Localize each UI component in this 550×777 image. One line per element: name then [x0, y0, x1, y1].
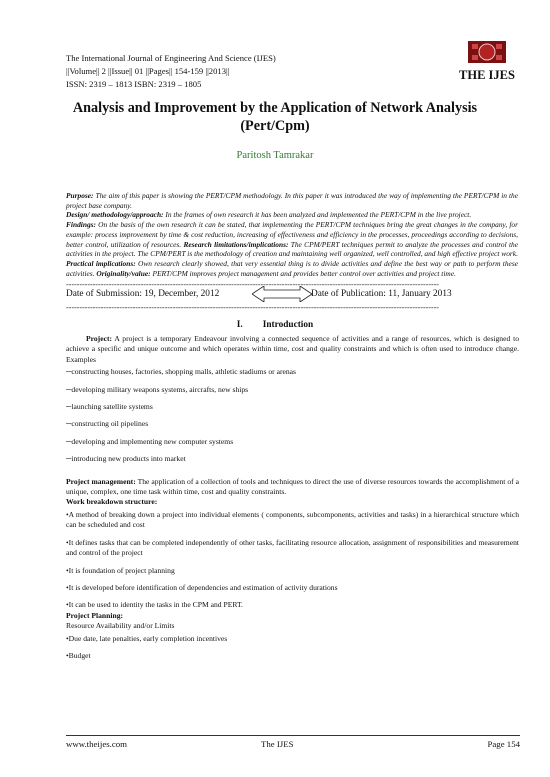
journal-issn: ISSN: 2319 – 1813 ISBN: 2319 – 1805	[66, 79, 202, 89]
intro-body	[66, 334, 519, 661]
section-number: I.	[236, 320, 243, 330]
example-item: ─constructing oil pipelines	[66, 419, 149, 429]
findings-label: Findings:	[66, 220, 96, 230]
svg-text:THE IJES: THE IJES	[459, 68, 515, 82]
findings-text: On the basis of the own research it can be stated, that implementing the PERT/CPM techniques bring the great changes in the company, for example: process improvement by time & cost reduction, increasing of effectiveness and efficiency in the processes, proceedings according to decisions, better control, utilization of resources.	[66, 220, 518, 249]
wbs-item: •It is developed before identification of dependencies and estimation of activity durations	[66, 582, 338, 592]
limits-text: The CPM/PERT techniques permit to analyze the processes and control the activities in the project. The CPM/PERT is the methodology of creation and maintaining well organized, well controlled, and high effective project work.	[66, 239, 518, 259]
example-item: ─constructing houses, factories, shopping malls, athletic stadiums or arenas	[66, 367, 296, 377]
author-name: Paritosh Tamrakar	[236, 150, 314, 161]
page-footer	[66, 735, 520, 749]
double-arrow-icon	[252, 286, 312, 302]
wbs-item: •It can be used to identity the tasks in the CPM and PERT.	[66, 600, 243, 610]
pm-label: Project management:	[66, 476, 136, 486]
purpose-text: The aim of this paper is showing the PERT/CPM methodology. In this paper it was introduced the way of implementing the PERT/CPM in the project base company.	[66, 191, 518, 210]
footer-website: www.theijes.com	[66, 739, 127, 749]
footer-journal: The IJES	[261, 739, 294, 749]
ijes-logo	[454, 41, 520, 85]
limits-label: Research limitations/implications:	[183, 239, 289, 249]
section-heading	[0, 320, 550, 330]
example-item: ─launching satellite systems	[66, 402, 153, 412]
wbs-item: •A method of breaking down a project into individual elements ( components, subcomponents, activities and tasks) in a hierarchical structure which can be scheduled and cost	[66, 509, 519, 530]
submission-date: Date of Submission: 19, December, 2012	[66, 289, 220, 299]
dates-top-divider: --------------------------------------------------------------------------------------------------------------------------------------------	[66, 280, 439, 289]
planning-item: •Due date, late penalties, early completion incentives	[66, 633, 228, 643]
planning-item: •Budget	[66, 650, 91, 660]
wbs-label: Work breakdown structure:	[66, 497, 158, 507]
wbs-item: •It defines tasks that can be completed independently of other tasks, facilitating resource allocation, assignment of responsibilities and measurement and control of the project	[66, 537, 519, 558]
purpose-label: Purpose:	[66, 191, 94, 200]
project-text: A project is a temporary Endeavour involving a connected sequence of activities and a range of resources, which is designed to achieve a specific and unique outcome and which operates within time, cost and quality constraints and which is often used to introduce change. Examples	[66, 334, 519, 364]
planning-subheading: Resource Availability and/or Limits	[66, 621, 175, 631]
dates-bottom-divider: --------------------------------------------------------------------------------------------------------------------------------------------	[66, 303, 439, 312]
example-item: ─developing military weapons systems, aircrafts, new ships	[66, 384, 249, 394]
pm-text: The application of a collection of tools and techniques to direct the use of diverse resources towards the accomplishment of a unique, complex, one time task within time, cost and quality constraints.	[66, 476, 520, 497]
example-item: ─introducing new products into market	[66, 454, 186, 464]
abstract-body	[66, 191, 518, 278]
originality-label: Originality/value:	[96, 268, 151, 278]
section-title: Introduction	[262, 320, 314, 330]
publication-date: Date of Publication: 11, January 2013	[311, 289, 452, 299]
design-text: In the frames of own research it has been analyzed and implemented the PERT/CPM in the live project.	[163, 210, 472, 220]
practical-label: Practical implications:	[66, 258, 136, 268]
journal-header	[66, 52, 276, 91]
design-label: Design/ methodology/approach:	[66, 210, 164, 220]
footer-page-number: Page 154	[487, 739, 520, 749]
project-label: Project:	[86, 334, 112, 343]
journal-name: The International Journal of Engineering And Science (IJES)	[66, 53, 276, 63]
paper-title: Analysis and Improvement by the Application of Network Analysis (Pert/Cpm)	[72, 100, 478, 134]
originality-text: PERT/CPM improves project management and provides better control over activities and project time.	[150, 268, 456, 278]
example-item: ─developing and implementing new computer systems	[66, 436, 234, 446]
journal-volume: ||Volume|| 2 ||Issue|| 01 ||Pages|| 154-159 ||2013||	[66, 66, 230, 76]
planning-label: Project Planning:	[66, 610, 124, 620]
practical-text: Own research clearly showed, that very essential thing is to divide activities and define the best way or path to perform these activities.	[66, 258, 518, 278]
wbs-item: •It is foundation of project planning	[66, 565, 175, 575]
